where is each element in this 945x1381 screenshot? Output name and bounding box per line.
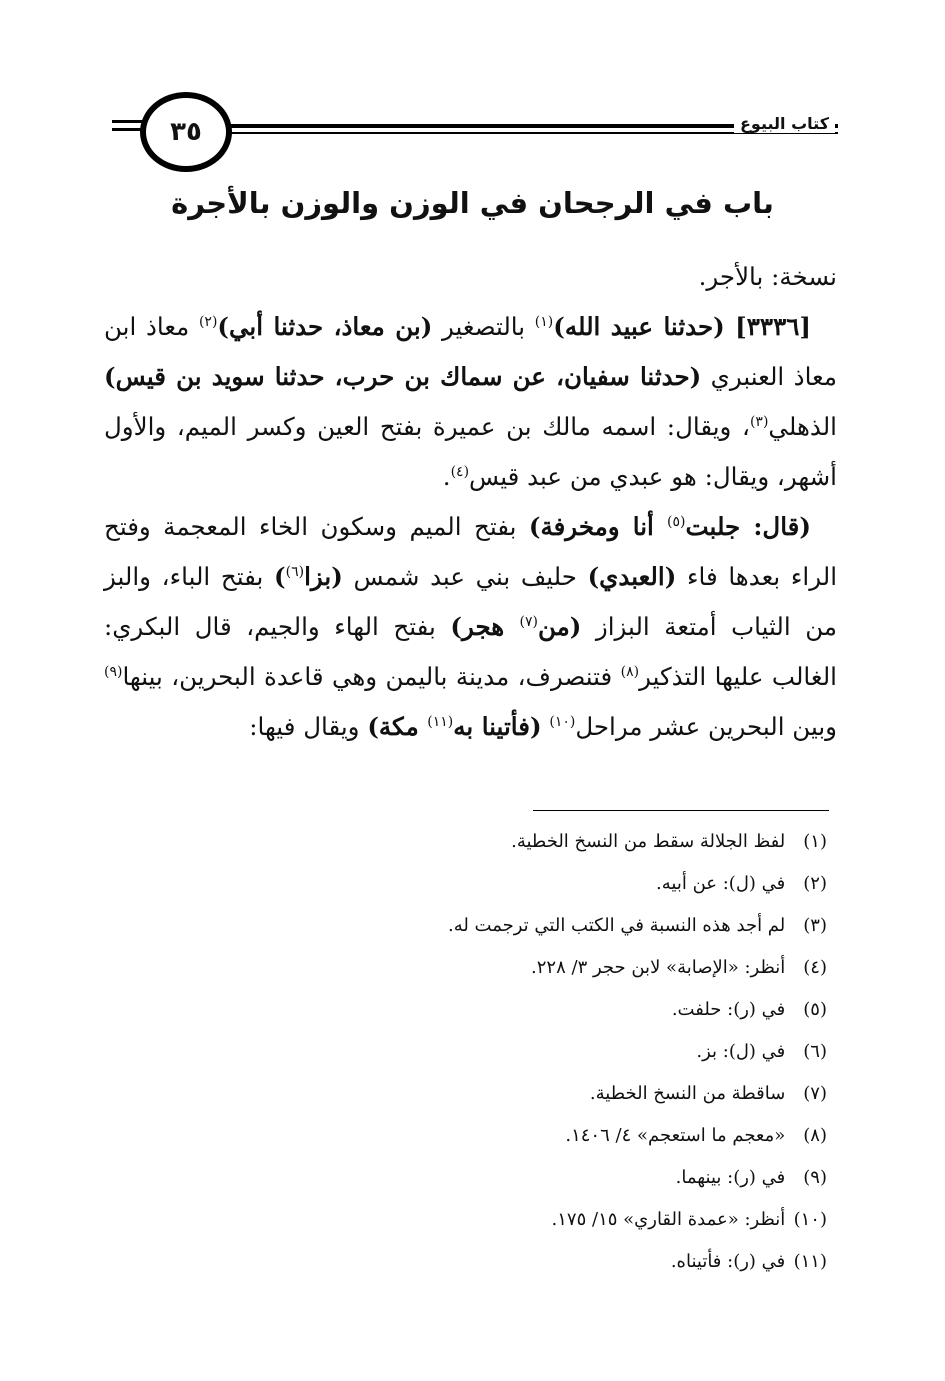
footnote-number: (٢) bbox=[803, 873, 827, 894]
chapter-title: باب في الرجحان في الوزن والوزن بالأجرة bbox=[171, 186, 774, 220]
footnote-ref: (٣) bbox=[749, 413, 769, 430]
sharh-text: وبين البحرين عشر مراحل bbox=[575, 712, 837, 741]
page-number: ٣٥ bbox=[140, 92, 232, 172]
footnote-number: (١١) bbox=[793, 1251, 827, 1272]
sharh-text: بفتح الميم وسكون الخاء المعجمة وفتح الراء بعدها فاء bbox=[104, 512, 838, 591]
sharh-text: فتنصرف، مدينة باليمن وهي قاعدة البحرين، بينها bbox=[122, 662, 621, 691]
footnote-text: في (ر): بينهما. bbox=[675, 1167, 791, 1188]
footnote-text: في (ل): عن أبيه. bbox=[656, 873, 791, 894]
footnote-ref: (١) bbox=[534, 313, 554, 330]
footnote-number: (٥) bbox=[803, 999, 827, 1020]
footnote bbox=[267, 821, 827, 863]
commentary-paragraph bbox=[104, 502, 837, 752]
footnote-text: ساقطة من النسخ الخطية. bbox=[589, 1083, 791, 1104]
footnote-ref: (١١) bbox=[427, 713, 454, 730]
footnote bbox=[267, 905, 827, 947]
footnote-ref: (٥) bbox=[667, 513, 686, 530]
footnote bbox=[267, 947, 827, 989]
footnote-ref: (٩) bbox=[104, 663, 123, 680]
footnote bbox=[267, 1115, 827, 1157]
sharh-text: بالتصغير bbox=[432, 312, 535, 341]
footnote bbox=[267, 989, 827, 1031]
matn-text: (من bbox=[537, 612, 582, 641]
footnote-ref: (٢) bbox=[198, 313, 218, 330]
matn-text: (العبدي) bbox=[587, 562, 677, 591]
footnote bbox=[267, 1073, 827, 1115]
footnote-ref: (٦) bbox=[285, 563, 305, 580]
footnote-number: (٨) bbox=[803, 1125, 827, 1146]
matn-text: هجر) bbox=[450, 612, 520, 641]
footnote bbox=[267, 863, 827, 905]
footnote-number: (٧) bbox=[803, 1083, 827, 1104]
sharh-text: الذهلي bbox=[768, 412, 837, 441]
footnote-number: (٤) bbox=[803, 957, 827, 978]
footnote-text: «معجم ما استعجم» ٤/ ١٤٠٦. bbox=[565, 1125, 791, 1146]
footnote-number: (٩) bbox=[803, 1167, 827, 1188]
matn-text: أنا ومخرفة) bbox=[528, 512, 668, 541]
footnote-text: أنظر: «عمدة القاري» ١٥/ ١٧٥. bbox=[551, 1209, 791, 1230]
matn-text: ) bbox=[274, 562, 286, 591]
matn-text: (قال: جلبت bbox=[685, 512, 811, 541]
footnotes bbox=[267, 821, 827, 1283]
running-title: كتاب البيوع bbox=[734, 114, 835, 133]
matn-text: مكة) bbox=[367, 712, 428, 741]
sharh-text: حليف بني عبد شمس bbox=[342, 562, 588, 591]
sharh-text: معاذ ابن معاذ العنبري bbox=[104, 312, 837, 391]
footnote-text: في (ر): حلفت. bbox=[671, 999, 791, 1020]
main-text bbox=[104, 252, 837, 752]
footnote bbox=[267, 1241, 827, 1283]
sharh-text: بفتح الباء، والبز من الثياب أمتعة البزاز bbox=[104, 562, 837, 641]
footnote-number: (١٠) bbox=[793, 1209, 827, 1230]
sharh-text: ويقال فيها: bbox=[249, 712, 368, 741]
footnote-ref: (٧) bbox=[519, 613, 538, 630]
footnote bbox=[267, 1157, 827, 1199]
matn-text: [٣٣٣٦] (حدثنا عبيد الله) bbox=[553, 312, 811, 341]
footnote-text: في (ل): بز. bbox=[696, 1041, 791, 1062]
footnote-text: لفظ الجلالة سقط من النسخ الخطية. bbox=[511, 831, 791, 852]
matn-text: (بن معاذ، حدثنا أبي) bbox=[217, 312, 433, 341]
matn-text: (حدثنا سفيان، عن سماك بن حرب، حدثنا سويد بن قيس) bbox=[104, 362, 702, 391]
footnote-separator bbox=[533, 810, 829, 811]
footnote-text: في (ر): فأتيناه. bbox=[670, 1251, 791, 1272]
sharh-text: بفتح الهاء والجيم، قال البكري: الغالب عليها التذكير bbox=[104, 612, 837, 691]
footnote-text: أنظر: «الإصابة» لابن حجر ٣/ ٢٢٨. bbox=[531, 957, 791, 978]
footnote-ref: (١٠) bbox=[549, 713, 576, 730]
variant-note: نسخة: بالأجر. bbox=[698, 262, 837, 291]
footnote-number: (٣) bbox=[803, 915, 827, 936]
footnote bbox=[267, 1031, 827, 1073]
matn-text: (فأتينا به bbox=[453, 712, 542, 741]
hadith-paragraph bbox=[104, 302, 837, 502]
footnote-ref: (٤) bbox=[450, 463, 470, 480]
footnote-text: لم أجد هذه النسبة في الكتب التي ترجمت له. bbox=[447, 915, 791, 936]
sharh-text: . bbox=[442, 462, 451, 491]
footnote-number: (١) bbox=[803, 831, 827, 852]
footnote-ref: (٨) bbox=[620, 663, 640, 680]
matn-text: (بزا bbox=[304, 562, 343, 591]
sharh-text: ، ويقال: اسمه مالك بن عميرة بفتح العين وكسر الميم، والأول أشهر، ويقال: هو عبدي من عبد قيس bbox=[104, 412, 837, 491]
footnote-number: (٦) bbox=[803, 1041, 827, 1062]
footnote bbox=[267, 1199, 827, 1241]
